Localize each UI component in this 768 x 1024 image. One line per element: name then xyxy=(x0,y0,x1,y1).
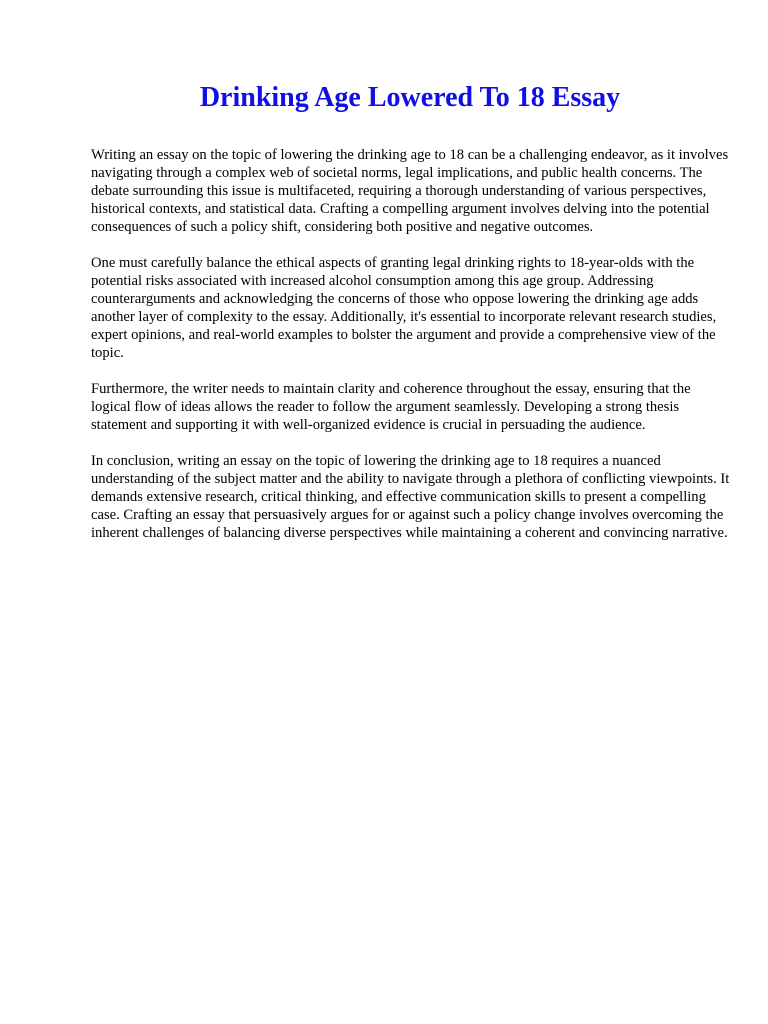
essay-paragraph-1: Writing an essay on the topic of lowering the drinking age to 18 can be a challenging endeavor, as it involves navigating through a complex web of societal norms, legal implications, and public health concerns. The debate surrounding this issue is multifaceted, requiring a thorough understanding of various perspectives, historical contexts, and statistical data. Crafting a compelling argument involves delving into the potential consequences of such a policy shift, considering both positive and negative outcomes. xyxy=(91,147,729,235)
page-title: Drinking Age Lowered To 18 Essay xyxy=(199,82,621,113)
essay-paragraph-4: In conclusion, writing an essay on the topic of lowering the drinking age to 18 requires a nuanced understanding of the subject matter and the ability to navigate through a plethora of conflicting viewpoints. It demands extensive research, critical thinking, and effective communication skills to present a compelling case. Crafting an essay that persuasively argues for or against such a policy change involves overcoming the inherent challenges of balancing diverse perspectives while maintaining a coherent and convincing narrative. xyxy=(91,453,730,541)
essay-body xyxy=(91,146,731,560)
essay-paragraph-3: Furthermore, the writer needs to maintain clarity and coherence throughout the essay, ensuring that the logical flow of ideas allows the reader to follow the argument seamlessly. Developing a strong thesis statement and supporting it with well-organized evidence is crucial in persuading the audience. xyxy=(91,381,691,433)
essay-paragraph-2: One must carefully balance the ethical aspects of granting legal drinking rights to 18-year-olds with the potential risks associated with increased alcohol consumption among this age group. Addressing counterarguments and acknowledging the concerns of those who oppose lowering the drinking age adds another layer of complexity to the essay. Additionally, it's essential to incorporate relevant research studies, expert opinions, and real-world examples to bolster the argument and provide a comprehensive view of the topic. xyxy=(91,255,717,361)
